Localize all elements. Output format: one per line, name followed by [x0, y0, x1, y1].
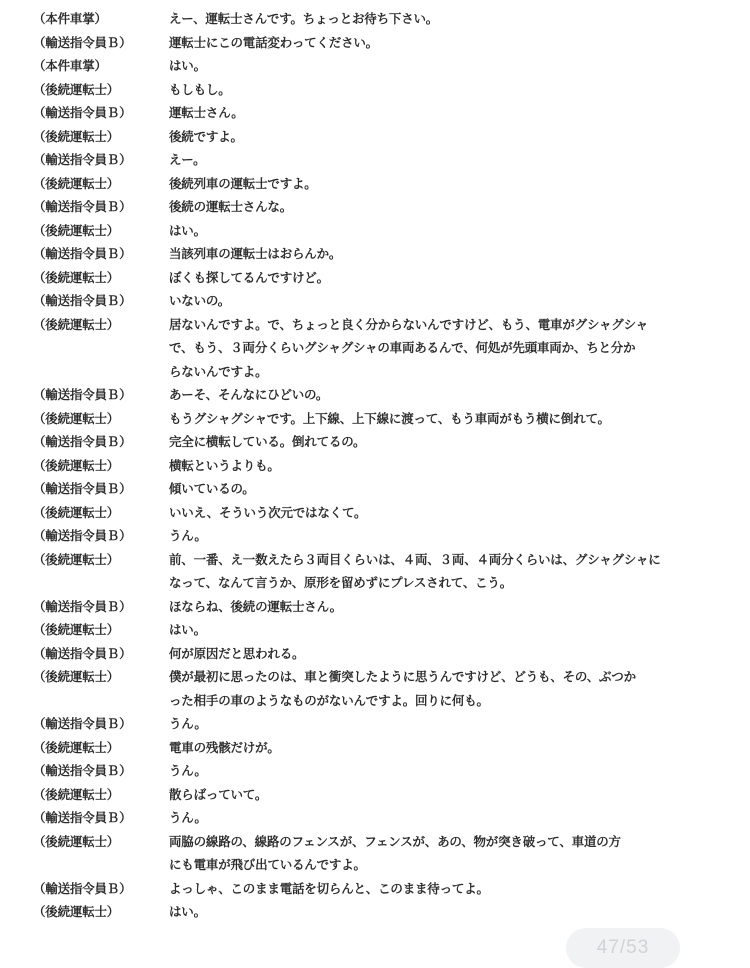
speaker-label: （輸送指令員Ｂ） [33, 246, 132, 261]
speaker-label: （輸送指令員Ｂ） [33, 34, 132, 50]
transcript-line [0, 548, 750, 595]
transcript-line [0, 783, 750, 807]
transcript-line [0, 454, 750, 478]
speaker-label: （後続運転士） [33, 222, 120, 238]
transcript-line [0, 313, 750, 384]
speaker-label: （後続運転士） [33, 904, 120, 919]
speech-text: えー。 [169, 152, 206, 167]
transcript-line [0, 736, 750, 760]
transcript-line [0, 642, 750, 666]
speech-text: うん。 [169, 810, 207, 825]
transcript-line [0, 383, 750, 407]
speaker-label: （輸送指令員Ｂ） [33, 645, 132, 661]
transcript-line [0, 31, 750, 55]
transcript-line [0, 806, 750, 830]
speech-text: はい。 [169, 904, 206, 919]
transcript-line [0, 266, 750, 290]
transcript-line [0, 219, 750, 243]
speaker-label: （後続運転士） [33, 410, 120, 426]
speaker-label: （後続運転士） [33, 316, 120, 332]
speaker-label: （後続運転士） [33, 669, 120, 684]
transcript-line [0, 407, 750, 431]
speaker-label: （輸送指令員Ｂ） [33, 481, 132, 496]
speaker-label: （後続運転士） [33, 175, 120, 191]
speaker-label: （輸送指令員Ｂ） [33, 434, 132, 449]
transcript-line [0, 195, 750, 219]
speaker-label: （輸送指令員Ｂ） [33, 387, 132, 402]
speech-text: 散らばっていて。 [169, 786, 268, 802]
speech-text: 後続の運転士さんな。 [169, 199, 293, 214]
speech-text: はい。 [169, 58, 206, 73]
speech-text: 電車の残骸だけが。 [169, 739, 280, 755]
transcript-line [0, 595, 750, 619]
speech-text: いないの。 [169, 293, 231, 308]
transcript [0, 7, 750, 924]
speech-text: 後続ですよ。 [169, 128, 243, 144]
transcript-line [0, 477, 750, 501]
speech-text: あーそ、そんなにひどいの。 [169, 387, 329, 402]
speech-text: うん。 [169, 763, 207, 778]
speaker-label: （後続運転士） [33, 269, 120, 285]
transcript-line [0, 7, 750, 31]
speech-text: うん。 [169, 716, 207, 731]
transcript-line [0, 242, 750, 266]
speech-text: ほならね、後続の運転士さん。 [169, 598, 342, 614]
speech-text: 傾いているの。 [169, 481, 255, 496]
speech-text: 両脇の線路の、線路のフェンスが、フェンスが、あの、物が突き破って、車道の方 にも電車が飛び出ているんですよ。 [169, 833, 621, 872]
speech-text: 後続列車の運転士ですよ。 [169, 175, 317, 191]
speech-text: 何が原因だと思われる。 [169, 645, 305, 661]
speech-text: はい。 [169, 622, 206, 637]
transcript-line [0, 430, 750, 454]
transcript-line [0, 78, 750, 102]
transcript-line [0, 830, 750, 877]
speech-text: うん。 [169, 528, 207, 543]
speech-text: いいえ、そういう次元ではなくて。 [169, 504, 367, 520]
speaker-label: （本件車掌） [33, 58, 107, 73]
speaker-label: （輸送指令員Ｂ） [33, 598, 132, 614]
speech-text: ぼくも探してるんですけど。 [169, 269, 329, 285]
transcript-line [0, 172, 750, 196]
speech-text: もしもし。 [169, 81, 231, 97]
transcript-line [0, 501, 750, 525]
speaker-label: （輸送指令員Ｂ） [33, 880, 132, 896]
transcript-line [0, 877, 750, 901]
transcript-line [0, 759, 750, 783]
transcript-line [0, 524, 750, 548]
transcript-line [0, 289, 750, 313]
speech-text: もうグシャグシャです。上下線、上下線に渡って、もう車両がもう横に倒れて。 [169, 410, 610, 426]
speaker-label: （後続運転士） [33, 833, 120, 849]
transcript-line [0, 900, 750, 924]
transcript-line [0, 54, 750, 78]
speaker-label: （輸送指令員Ｂ） [33, 716, 132, 731]
speaker-label: （輸送指令員Ｂ） [33, 105, 132, 120]
speaker-label: （後続運転士） [33, 504, 120, 520]
speaker-label: （後続運転士） [33, 622, 120, 637]
speaker-label: （輸送指令員Ｂ） [33, 528, 132, 543]
speech-text: 前、一番、え一数えたら３両目くらいは、４両、３両、４両分くらいは、グシャグシャに なって、なんて言うか、原形を留めずにプレスされて、こう。 [169, 551, 661, 590]
speaker-label: （輸送指令員Ｂ） [33, 763, 132, 778]
speech-text: 完全に横転している。倒れてるの。 [169, 434, 366, 449]
speaker-label: （輸送指令員Ｂ） [33, 293, 132, 308]
transcript-line [0, 125, 750, 149]
speech-text: 運転士にこの電話変わってください。 [169, 34, 378, 50]
speech-text: 当該列車の運転士はおらんか。 [169, 246, 342, 261]
speech-text: えー、運転士さんです。ちょっとお待ち下さい。 [169, 11, 439, 26]
speech-text: はい。 [169, 222, 206, 238]
speaker-label: （後続運転士） [33, 739, 120, 755]
transcript-line [0, 101, 750, 125]
speech-text: 居ないんですよ。で、ちょっと良く分からないんですけど、もう、電車がグシャグシャ で、もう、３両分くらいグシャグシャの車両あるんで、何処が先頭車両か、ちと分か らないんですよ。 [169, 316, 648, 379]
speech-text: 運転士さん。 [169, 105, 244, 120]
speaker-label: （後続運転士） [33, 551, 120, 567]
speaker-label: （後続運転士） [33, 457, 120, 473]
speaker-label: （輸送指令員Ｂ） [33, 152, 132, 167]
speaker-label: （本件車掌） [33, 11, 107, 26]
speech-text: よっしゃ、このまま電話を切らんと、このまま待ってよ。 [169, 880, 489, 896]
speaker-label: （後続運転士） [33, 786, 120, 802]
transcript-line [0, 665, 750, 712]
speech-text: 僕が最初に思ったのは、車と衝突したように思うんですけど、どうも、その、ぶつか った相手の車のようなものがないんですよ。回りに何も。 [169, 669, 636, 708]
transcript-line [0, 148, 750, 172]
speech-text: 横転というよりも。 [169, 457, 280, 473]
speaker-label: （輸送指令員Ｂ） [33, 199, 132, 214]
page-indicator[interactable]: 47/53 [566, 928, 680, 968]
transcript-line [0, 712, 750, 736]
speaker-label: （後続運転士） [33, 81, 120, 97]
speaker-label: （後続運転士） [33, 128, 120, 144]
transcript-line [0, 618, 750, 642]
speaker-label: （輸送指令員Ｂ） [33, 810, 132, 825]
